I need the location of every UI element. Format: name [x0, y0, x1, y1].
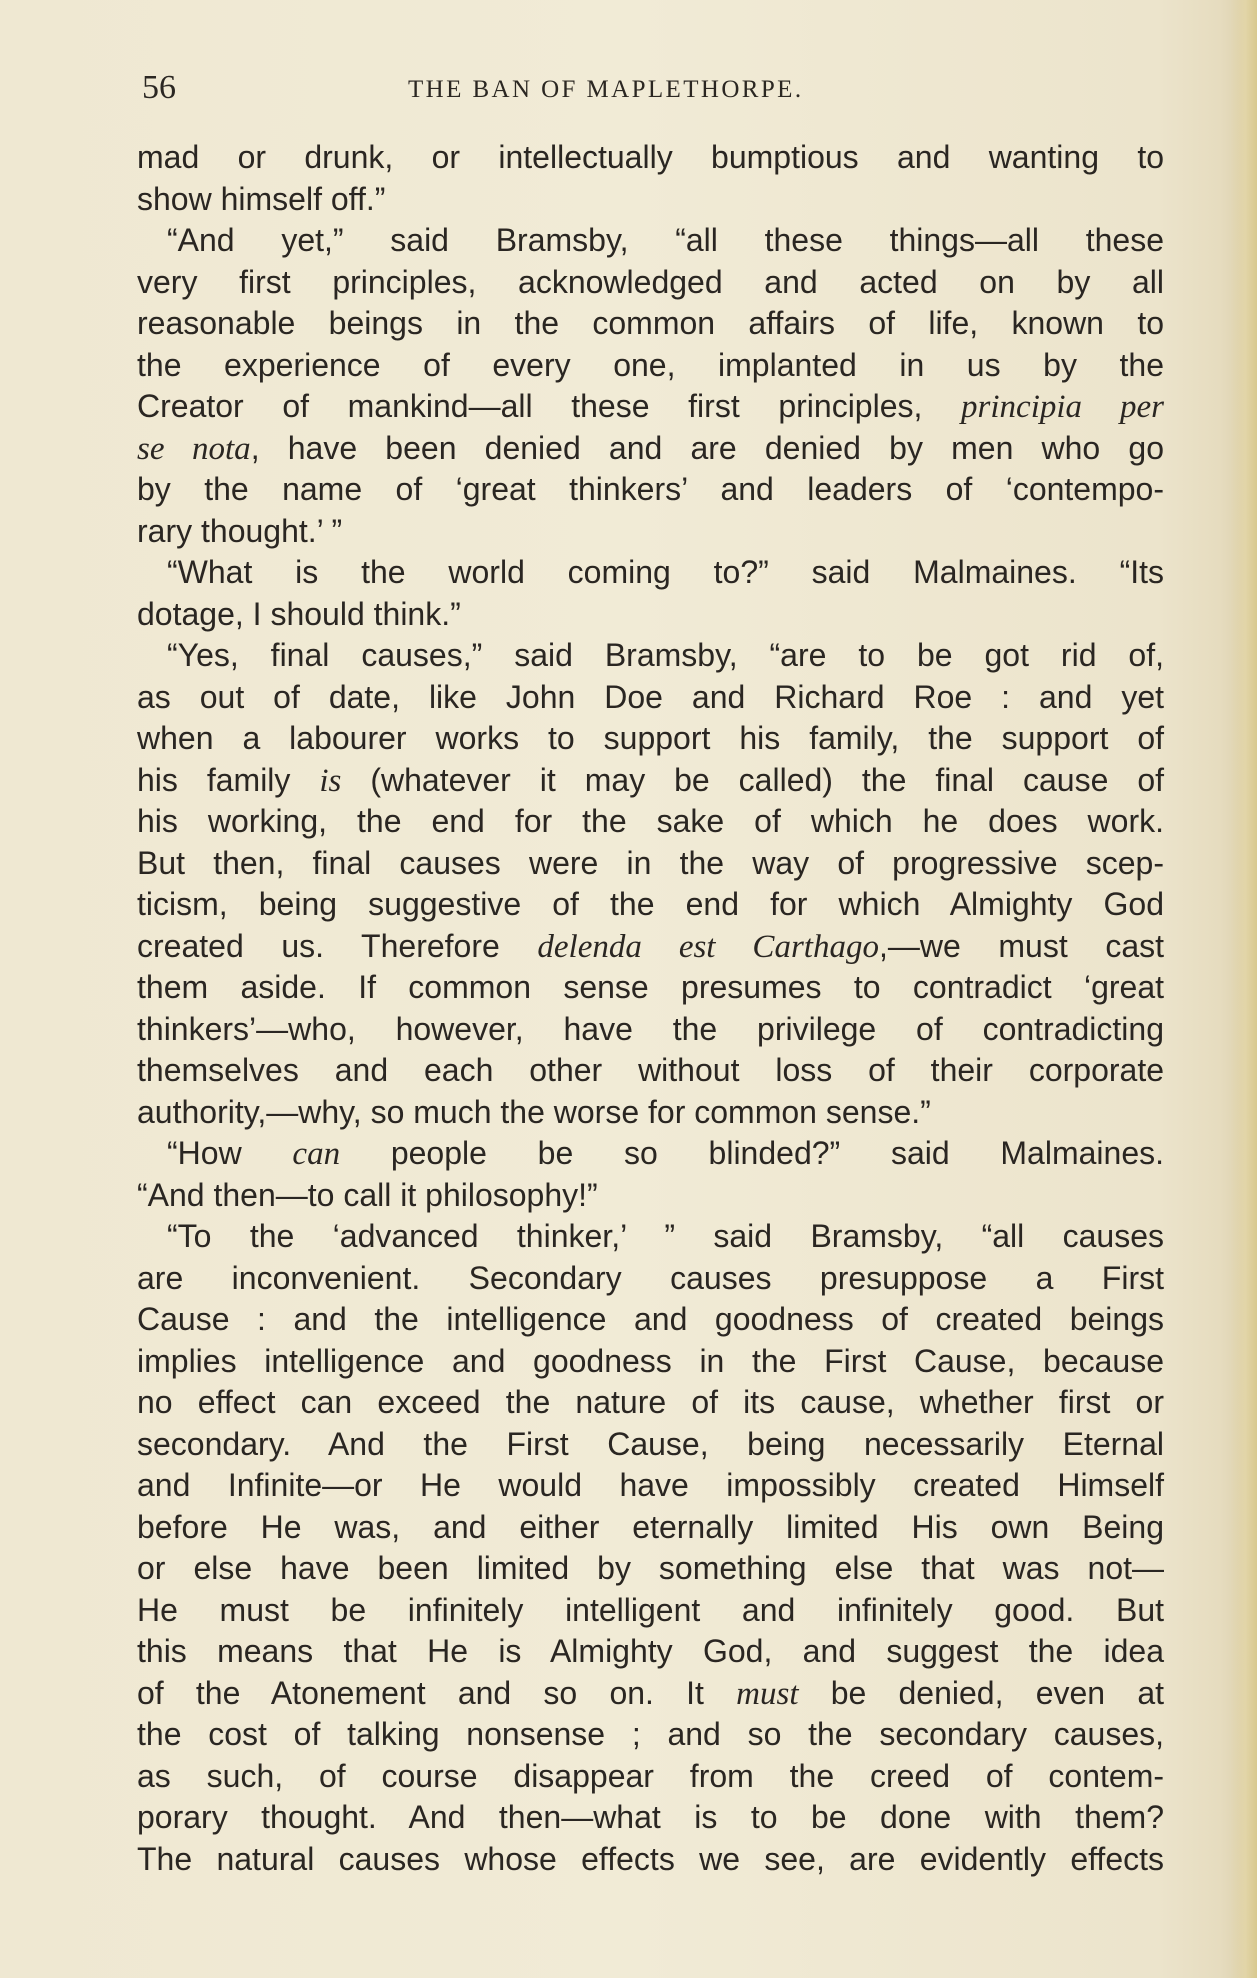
text-line: [137, 1548, 1164, 1590]
line-text: are inconvenient. Secondary causes presuppose a First: [137, 1259, 1164, 1296]
text-line: [137, 843, 1164, 885]
line-text: created us. Therefore: [137, 927, 538, 964]
line-text: his working, the end for the sake of which he does work.: [137, 803, 1164, 839]
text-line: [137, 1797, 1164, 1839]
italic-phrase: se nota: [137, 430, 251, 467]
line-text: The natural causes whose effects we see, are evidently effects: [137, 1840, 1164, 1877]
line-text: dotage, I should think.”: [137, 595, 461, 632]
text-line: [137, 635, 1164, 677]
line-text: this means that He is Almighty God, and suggest the idea: [137, 1633, 1164, 1669]
text-line: [137, 884, 1164, 926]
text-line: [137, 926, 1164, 968]
text-line: [137, 677, 1164, 719]
text-line: [137, 594, 1164, 636]
text-line: [137, 1673, 1164, 1715]
text-line: [137, 1756, 1164, 1798]
text-line: [137, 1341, 1164, 1383]
line-text: “And yet,” said Bramsby, “all these things—all these: [167, 222, 1164, 258]
italic-phrase: delenda est Carthago: [537, 928, 879, 965]
text-line: [137, 386, 1164, 428]
line-text: rary thought.’ ”: [137, 512, 343, 549]
line-text: ,—we must cast: [878, 927, 1165, 964]
line-text: ticism, being suggestive of the end for which Almighty God: [137, 886, 1164, 922]
text-line: [137, 511, 1164, 553]
line-text: “To the ‘advanced thinker,’ ” said Bramsby, “all causes: [167, 1218, 1164, 1254]
line-text: as such, of course disappear from the creed of contem-: [137, 1757, 1164, 1794]
line-text: show himself off.”: [137, 180, 386, 217]
line-text: “What is the world coming to?” said Malmaines. “Its: [167, 554, 1164, 590]
text-line: [137, 428, 1164, 470]
text-line: [137, 1507, 1164, 1549]
line-text: his family: [137, 761, 320, 798]
line-text: porary thought. And then—what is to be done with them?: [137, 1799, 1164, 1835]
text-line: [137, 1175, 1164, 1217]
text-line: [137, 1631, 1164, 1673]
line-text: people be so blinded?” said Malmaines.: [340, 1135, 1165, 1171]
text-line: [137, 1258, 1164, 1300]
text-line: [137, 220, 1164, 262]
line-text: before He was, and either eternally limited His own Being: [137, 1508, 1164, 1545]
body-text: [137, 137, 1164, 1880]
line-text: secondary. And the First Cause, being necessarily Eternal: [137, 1425, 1164, 1462]
line-text: and Infinite—or He would have impossibly created Himself: [137, 1467, 1164, 1503]
text-line: [137, 718, 1164, 760]
line-text: Cause : and the intelligence and goodness of created beings: [137, 1301, 1164, 1337]
line-text: them aside. If common sense presumes to contradict ‘great: [137, 969, 1164, 1005]
line-text: “Yes, final causes,” said Bramsby, “are to be got rid of,: [167, 637, 1164, 673]
text-line: [137, 1465, 1164, 1507]
line-text: (whatever it may be called) the final cause of: [341, 761, 1165, 798]
text-line: [137, 967, 1164, 1009]
line-text: thinkers’—who, however, have the privilege of contradicting: [137, 1010, 1164, 1047]
text-line: [137, 1092, 1164, 1134]
text-line: [137, 552, 1164, 594]
page-number: 56: [142, 69, 176, 106]
line-text: Creator of mankind—all these first principles,: [137, 388, 962, 424]
line-text: by the name of ‘great thinkers’ and leaders of ‘contempo-: [137, 471, 1164, 507]
page-edge-shadow: [1231, 0, 1257, 1978]
line-text: But then, final causes were in the way of progressive scep-: [137, 844, 1164, 881]
italic-phrase: principia per: [961, 389, 1165, 425]
line-text: of the Atonement and so on. It: [137, 1674, 737, 1711]
line-text: , have been denied and are denied by men who go: [250, 429, 1164, 466]
text-line: [137, 262, 1164, 304]
text-line: [137, 1050, 1164, 1092]
running-title: THE BAN OF MAPLETHORPE.: [408, 76, 804, 103]
line-text: “And then—to call it philosophy!”: [137, 1176, 598, 1213]
line-text: the experience of every one, implanted in us by the: [137, 346, 1164, 383]
text-line: [137, 1839, 1164, 1881]
italic-phrase: is: [319, 762, 342, 799]
line-text: themselves and each other without loss of their corporate: [137, 1052, 1164, 1088]
text-line: [137, 303, 1164, 345]
line-text: “How: [167, 1135, 293, 1171]
text-line: [137, 1424, 1164, 1466]
line-text: or else have been limited by something else that was not—: [137, 1550, 1164, 1586]
text-line: [137, 1590, 1164, 1632]
text-line: [137, 1216, 1164, 1258]
text-line: [137, 137, 1164, 179]
line-text: the cost of talking nonsense ; and so the secondary causes,: [137, 1716, 1164, 1752]
line-text: as out of date, like John Doe and Richard Roe : and yet: [137, 678, 1164, 715]
text-line: [137, 1382, 1164, 1424]
text-line: [137, 1299, 1164, 1341]
line-text: mad or drunk, or intellectually bumptious and wanting to: [137, 139, 1164, 175]
text-line: [137, 1009, 1164, 1051]
line-text: very first principles, acknowledged and acted on by all: [137, 263, 1164, 300]
line-text: no effect can exceed the nature of its cause, whether first or: [137, 1384, 1164, 1420]
line-text: reasonable beings in the common affairs of life, known to: [137, 305, 1164, 341]
text-line: [137, 1133, 1164, 1175]
text-line: [137, 760, 1164, 802]
text-line: [137, 801, 1164, 843]
line-text: be denied, even at: [798, 1674, 1165, 1711]
italic-phrase: must: [736, 1675, 799, 1712]
line-text: when a labourer works to support his family, the support of: [137, 720, 1164, 756]
italic-phrase: can: [292, 1136, 341, 1172]
line-text: implies intelligence and goodness in the First Cause, because: [137, 1342, 1164, 1379]
text-line: [137, 345, 1164, 387]
text-line: [137, 1714, 1164, 1756]
text-line: [137, 179, 1164, 221]
text-line: [137, 469, 1164, 511]
line-text: authority,—why, so much the worse for common sense.”: [137, 1093, 931, 1130]
line-text: He must be infinitely intelligent and infinitely good. But: [137, 1591, 1164, 1628]
page-header: [138, 66, 1148, 110]
